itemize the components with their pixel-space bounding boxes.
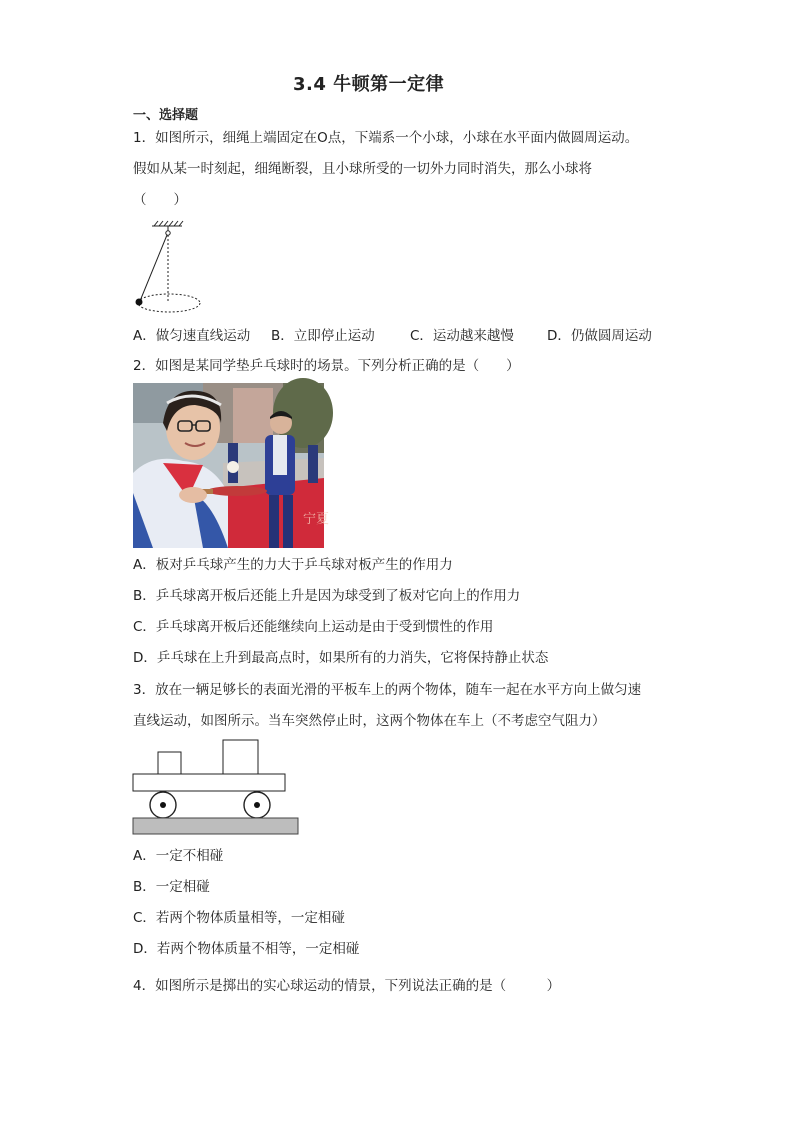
cart-figure xyxy=(130,736,302,838)
q1-option-c: C．运动越来越慢 xyxy=(410,328,514,344)
ping-pong-photo xyxy=(133,383,330,548)
ball xyxy=(136,299,143,306)
q1-stem-line1: 1．如图所示，细绳上端固定在O点，下端系一个小球，小球在水平面内做圆周运动。 xyxy=(133,130,639,146)
ceiling-hatch xyxy=(152,221,183,226)
q3-stem-line1: 3．放在一辆足够长的表面光滑的平板车上的两个物体，随车一起在水平方向上做匀速 xyxy=(133,682,642,698)
page-title: 3.4 牛顿第一定律 xyxy=(293,74,445,95)
large-block xyxy=(223,740,258,774)
cart-board xyxy=(133,774,285,791)
small-block xyxy=(158,752,181,774)
q1-stem-line2: 假如从某一时刻起，细绳断裂，且小球所受的一切外力同时消失，那么小球将 xyxy=(133,161,592,177)
circular-path xyxy=(138,294,200,312)
pendulum-figure xyxy=(128,218,208,318)
ground-surface xyxy=(133,818,298,834)
left-wheel xyxy=(150,792,176,818)
photo-watermark: 宁夏 xyxy=(303,512,330,527)
q4-stem: 4．如图所示是掷出的实心球运动的情景，下列说法正确的是（ ） xyxy=(133,978,561,994)
pivot-point xyxy=(166,231,170,235)
q3-option-a: A．一定不相碰 xyxy=(133,848,224,864)
q3-option-d: D．若两个物体质量不相等，一定相碰 xyxy=(133,941,360,957)
q3-option-c: C．若两个物体质量相等，一定相碰 xyxy=(133,910,345,926)
q2-option-a: A．板对乒乓球产生的力大于乒乓球对板产生的作用力 xyxy=(133,557,453,573)
q1-paren: （ ） xyxy=(133,192,187,208)
right-wheel xyxy=(244,792,270,818)
q2-stem: 2．如图是某同学垫乒乓球时的场景。下列分析正确的是（ ） xyxy=(133,358,520,374)
q1-option-d: D．仍做圆周运动 xyxy=(547,328,652,344)
q2-option-b: B．乒乓球离开板后还能上升是因为球受到了板对它向上的作用力 xyxy=(133,588,521,604)
q1-option-a: A．做匀速直线运动 xyxy=(133,328,251,344)
q2-option-d: D．乒乓球在上升到最高点时，如果所有的力消失，它将保持静止状态 xyxy=(133,650,549,666)
q3-option-b: B．一定相碰 xyxy=(133,879,210,895)
q1-option-b: B．立即停止运动 xyxy=(271,328,375,344)
string-line xyxy=(140,235,167,301)
q3-stem-line2: 直线运动，如图所示。当车突然停止时，这两个物体在车上（不考虑空气阻力） xyxy=(133,713,606,729)
q2-option-c: C．乒乓球离开板后还能继续向上运动是由于受到惯性的作用 xyxy=(133,619,494,635)
section-heading: 一、选择题 xyxy=(133,108,199,123)
